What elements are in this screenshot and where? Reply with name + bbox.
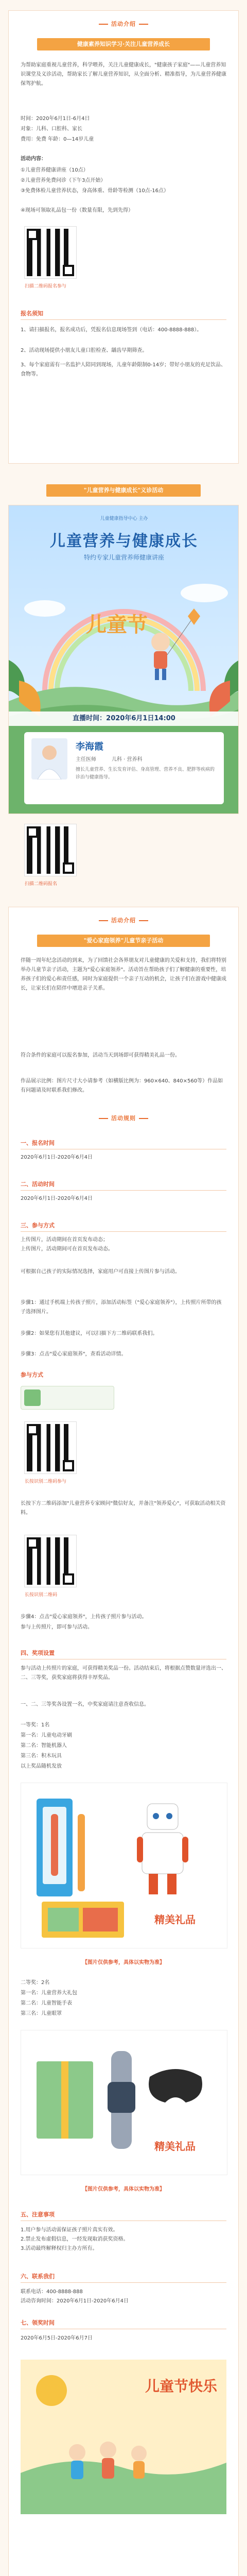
rule-1-heading: 一、报名时间 [21,1140,55,1146]
prize1-line-2: 第一名：儿童电动牙刷 [21,1733,72,1738]
prize-caption-2: 【图片仅供参考，具体以实物为准】 [82,2187,165,2192]
prize1-line-5: 以上奖品随机发放 [21,1764,62,1769]
doctor-avatar [31,738,67,779]
section1-item-4: ④现场可领取礼品包一份（数量有限，先到先得） [21,208,133,213]
section1-item-1: ①儿童营养健康讲座（10点） [21,167,89,173]
app-card-icon [24,1389,41,1406]
doctor-intro: 擅长儿童营养、生长发育评估、身高管理、营养不良、肥胖等疾病的诊治与健康指导。 [76,767,215,780]
section1-qr-code[interactable] [25,227,76,278]
prize1-line-1: 一等奖：1名 [21,1722,50,1728]
prize2-line-2: 第一名：儿童营养大礼包 [21,1990,77,1996]
section1-qr-caption: 扫描二维码报名参与 [25,284,67,289]
step-tip: 参与上传照片，即可参与活动。 [21,1624,93,1630]
section3-intro: 伴随一周年纪念活动的到来，为了回馈社会各界朋友对儿童健康的关爱和支持，我们将特别举办儿童节亲子活动，主题为"爱心家庭领养"。活动旨在帮助孩子们了解健康的重要性，培养孩子们的爱心和责任感，同时为家庭提供一个亲子互动的机会，让孩子们在游戏中健康成长，让家长们在陪伴中增进亲子关系。 [21,958,226,991]
badge-dash-left [99,24,108,25]
badge-dash-left [99,920,108,921]
prize-stamp-1: 精美礼品 [154,1913,196,1926]
section3-qr-code-b[interactable] [25,1535,76,1587]
poster-date-line: 直播时间：2020年6月1日14:00 [9,711,239,726]
doctor-title: 主任医师 [76,757,96,762]
rule-2-heading: 二、活动时间 [21,1181,55,1188]
contact-text: 联系电话：400-8888-888 活动咨询时间：2020年6月1日-2020年6月4日 [21,2289,129,2304]
qr-tip: 长按下方二维码添加"儿童营养专家顾问"微信好友，并备注"领养爱心"，可获取活动相关资料。 [21,1501,226,1516]
section1-items-heading: 活动内容： [21,156,46,162]
prize-stamp-2: 精美礼品 [154,2140,196,2153]
section1-badge [85,19,162,30]
badge-dash-right [139,24,148,25]
prize1-line-4: 第三名：积木玩具 [21,1753,62,1759]
doctor-avatar-icon [31,738,67,779]
prize-image-2 [21,2030,227,2175]
section1-time: 时间：2020年6月1日-6月4日 [21,116,90,122]
doctor-dept: 儿科 · 营养科 [112,757,143,762]
badge-dash-left [99,1118,108,1119]
section1-item-3: ③免费体检儿童营养状态，身高体重、骨龄等检测（10点-16点） [21,188,169,194]
prize1-line-3: 第二名：智能机器人 [21,1743,67,1749]
section2-banner: "儿童营养与健康成长"义诊活动 [46,484,201,497]
section2-qr-code[interactable] [25,824,76,876]
steps-intro: 可根据自己孩子的实际情况选择，家庭用户可直接上传图片参与活动。 [21,1269,180,1275]
rule-3-divider [21,1231,226,1232]
rule-3-heading: 三、参与方式 [21,1222,55,1229]
app-card[interactable] [21,1386,114,1410]
notice-text: 1.用户参与活动需保证孩子照片真实有效。 2.禁止发布虚假信息，一经发现取消获奖资格。 3.活动最终解释权归主办方所有。 [21,2227,129,2251]
contact-divider [21,2282,226,2283]
section1-note-3: 3、每个家庭需有一名监护人陪同到现场，儿童年龄限制0-14岁；带好小朋友的充足饮品、食物等。 [21,362,226,377]
award-heading: 四、奖项设置 [21,1650,55,1656]
prize-products-1 [21,1783,227,1948]
prize2-line-1: 二等奖：2名 [21,1980,50,1986]
rule-2-divider [21,1190,226,1191]
prize2-line-3: 第二名：儿童智能手表 [21,2001,72,2006]
poster-logo-text: 儿童节 [86,613,148,637]
section1-price: 费用：免费 年龄：0—14岁儿童 [21,137,94,142]
award-text: 参与活动上传照片的家庭，可获得精美奖品一份。活动结束后，将根据点赞数量评选出一、二、三等奖，获奖家庭将获得丰厚奖品。 [21,1666,226,1681]
section1-item-2: ②儿童营养免费问诊（下午3点开始） [21,178,106,183]
section3-qr-code-a[interactable] [25,1422,76,1473]
section2-qr-caption: 扫描二维码报名 [25,882,58,887]
step-3: 步骤3：点击"爱心家庭领养"，查看活动详情。 [21,1351,127,1357]
award-text2: 一、二、三等奖各设置一名，中奖家庭请注意查收信息。 [21,1702,149,1707]
rule-2-text: 2020年6月1日-2020年6月4日 [21,1196,93,1201]
section1-note-2: 2、活动现场提供小朋友儿童口腔检查、龋齿早期筛查。 [21,348,148,353]
poster-host: 儿童健康指导中心 主办 [100,516,148,521]
section3-elig: 作品展示比例：图片尺寸大小请参考（如横版比例为：960×640、840×560等）作品如有问题请及时联系我们修改。 [21,1078,223,1093]
step-1: 步骤1：通过手机端上传孩子照片，添加活动标签（"爱心家庭领养"），上传照片所带的孩子选择图片。 [21,1300,222,1315]
prize-products-2 [21,2030,227,2175]
doctor-name: 李海霞 [76,741,103,752]
step-sub-heading: 参与方式 [21,1371,43,1378]
rules-badge-text: 活动规则 [111,1115,136,1122]
prize-image-1 [21,1783,227,1948]
section1-audience: 对象：儿科、口腔科、家长 [21,126,82,132]
prize-caption-1: 【图片仅供参考，具体以实物为准】 [82,1960,165,1965]
step-4: 步骤4：点击"爱心家庭领养"，上传孩子照片参与活动。 [21,1614,147,1620]
poster-subtitle: 特约专家儿童营养师健康讲座 [83,554,164,561]
poster-title: 儿童营养与健康成长 [50,532,198,550]
doctor-card [24,732,224,804]
section2-poster [8,505,239,814]
illustration-text: 儿童节快乐 [145,2378,217,2395]
section3-badge-text: 活动介绍 [111,917,136,924]
step-2: 步骤2：如果您有其他建议，可以扫描下方二维码联系我们。 [21,1331,158,1336]
section1-intro: 为帮助家庭重视儿童营养，科学喂养，关注儿童健康成长，"健康孩子家庭"——儿童营养知识课堂及义诊活动，帮助家长了解儿童营养知识，从全面分析、精准指导，为儿童营养健康保驾护航。 [21,62,226,87]
rules-badge [85,1113,162,1124]
section3-intro2: 符合条件的家庭可以报名参加，活动当天到场即可获得精美礼品一份。 [21,1053,180,1058]
rule-1-text: 2020年6月1日-2020年6月4日 [21,1155,93,1160]
section1-badge-text: 活动介绍 [111,21,136,27]
section3-illustration [21,2360,226,2514]
badge-dash-right [139,1118,148,1119]
section3-banner: "爱心家庭领养"儿童节亲子活动 [37,935,210,947]
contact-heading: 六、联系我们 [21,2273,55,2280]
section1-note-1: 1、请扫描报名，报名成功后，凭报名信息现场签到（电话：400-8888-888）。 [21,327,202,333]
section1-notes-divider [21,319,226,320]
section3-qr-caption-a: 长按识别二维码参与 [25,1479,67,1484]
notice-heading: 五、注意事项 [21,2211,55,2218]
contact-text-2: 2020年6月5日-2020年6月7日 [21,2335,93,2341]
badge-dash-right [139,920,148,921]
contact-heading-2: 七、领奖时间 [21,2319,55,2326]
section3-qr-caption-b: 长按识别二维码 [25,1592,58,1598]
rule-3-text: 上传图片，活动期间在首页发布动态； 上传图片，活动期间可在首页发布动态。 [21,1237,113,1252]
section1-notes-heading: 报名须知 [21,310,43,317]
section3-badge [85,915,162,926]
prize2-line-4: 第三名：儿童眼罩 [21,2011,62,2016]
section1-banner: 健康素养知识学习·关注儿童营养成长 [37,38,210,50]
